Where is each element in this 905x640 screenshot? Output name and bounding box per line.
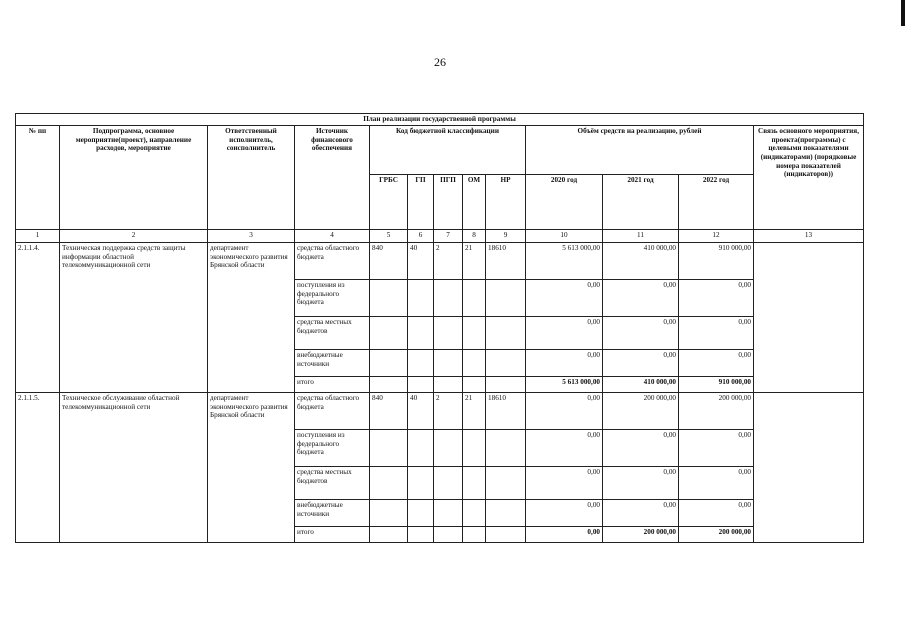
empty-cell [486,350,526,377]
row-number: 2.1.1.5. [16,393,60,543]
source-label: поступления из федерального бюджета [295,430,370,467]
header-budget-code: Код бюджетной классификации [370,126,526,175]
empty-cell [463,467,486,500]
empty-cell [486,430,526,467]
empty-cell [370,377,408,393]
total-2021: 410 000,00 [603,377,679,393]
header-source: Источник финансового обеспечения [295,126,370,230]
code-gp: 40 [408,243,434,280]
total-2022: 200 000,00 [679,527,754,543]
empty-cell [408,500,434,527]
col-number: 7 [434,230,463,243]
code-np: 18610 [486,393,526,430]
col-number: 6 [408,230,434,243]
empty-cell [408,377,434,393]
header-program: Подпрограмма, основное мероприятие(проект), направление расходов, мероприятие [60,126,208,230]
value-2022: 0,00 [679,500,754,527]
empty-cell [486,467,526,500]
empty-cell [463,500,486,527]
total-label: итого [295,377,370,393]
code-gp: 40 [408,393,434,430]
table-row [16,243,864,280]
empty-cell [463,317,486,350]
header-num: № пп [16,126,60,230]
empty-cell [434,317,463,350]
value-2020: 0,00 [526,467,603,500]
value-2021: 0,00 [603,350,679,377]
col-number: 8 [463,230,486,243]
empty-cell [434,280,463,317]
column-number-row [16,230,864,243]
value-2022: 0,00 [679,350,754,377]
total-2020: 0,00 [526,527,603,543]
source-label: средства местных бюджетов [295,467,370,500]
source-label: средства областного бюджета [295,243,370,280]
value-2022: 0,00 [679,467,754,500]
col-number: 4 [295,230,370,243]
header-2020: 2020 год [526,175,603,230]
header-volume: Объём средств на реализацию, рублей [526,126,754,175]
empty-cell [434,377,463,393]
col-number: 2 [60,230,208,243]
value-2020: 0,00 [526,393,603,430]
table-row [16,393,864,430]
empty-cell [408,280,434,317]
code-pgp: 2 [434,393,463,430]
empty-cell [486,527,526,543]
value-2022: 0,00 [679,430,754,467]
code-om: 21 [463,243,486,280]
empty-cell [486,280,526,317]
empty-cell [434,350,463,377]
empty-cell [408,467,434,500]
source-label: средства местных бюджетов [295,317,370,350]
header-pgp: ПГП [434,175,463,230]
empty-cell [463,350,486,377]
row-executor: департамент экономического развития Брянской области [208,243,295,393]
scan-edge-mark [901,0,905,26]
empty-cell [434,467,463,500]
link-cell [754,243,864,393]
source-label: средства областного бюджета [295,393,370,430]
source-label: внебюджетные источники [295,500,370,527]
source-label: поступления из федерального бюджета [295,280,370,317]
header-2022: 2022 год [679,175,754,230]
value-2022: 0,00 [679,280,754,317]
empty-cell [486,377,526,393]
empty-cell [370,527,408,543]
value-2021: 0,00 [603,430,679,467]
col-number: 11 [603,230,679,243]
header-2021: 2021 год [603,175,679,230]
row-number: 2.1.1.4. [16,243,60,393]
value-2020: 0,00 [526,350,603,377]
value-2021: 0,00 [603,467,679,500]
row-name: Техническое обслуживание областной телекоммуникационной сети [60,393,208,543]
value-2020: 0,00 [526,430,603,467]
row-executor: департамент экономического развития Брянской области [208,393,295,543]
header-np: НР [486,175,526,230]
code-pgp: 2 [434,243,463,280]
empty-cell [434,430,463,467]
total-label: итого [295,527,370,543]
value-2020: 5 613 000,00 [526,243,603,280]
col-number: 1 [16,230,60,243]
table-caption: План реализации государственной программы [16,114,864,126]
empty-cell [463,280,486,317]
empty-cell [370,430,408,467]
value-2022: 0,00 [679,317,754,350]
total-2022: 910 000,00 [679,377,754,393]
empty-cell [486,317,526,350]
empty-cell [408,317,434,350]
empty-cell [370,500,408,527]
empty-cell [408,350,434,377]
value-2022: 200 000,00 [679,393,754,430]
value-2021: 0,00 [603,500,679,527]
empty-cell [408,527,434,543]
empty-cell [463,377,486,393]
empty-cell [463,527,486,543]
empty-cell [463,430,486,467]
row-name: Техническая поддержка средств защиты информации областной телекоммуникационной сети [60,243,208,393]
plan-table [15,113,864,543]
total-2021: 200 000,00 [603,527,679,543]
header-om: ОМ [463,175,486,230]
col-number: 12 [679,230,754,243]
empty-cell [370,317,408,350]
total-2020: 5 613 000,00 [526,377,603,393]
empty-cell [370,467,408,500]
empty-cell [370,350,408,377]
header-executor: Ответственный исполнитель, соисполнитель [208,126,295,230]
code-grbs: 840 [370,393,408,430]
col-number: 9 [486,230,526,243]
col-number: 10 [526,230,603,243]
value-2020: 0,00 [526,500,603,527]
header-gp: ГП [408,175,434,230]
col-number: 3 [208,230,295,243]
value-2021: 0,00 [603,280,679,317]
value-2022: 910 000,00 [679,243,754,280]
code-grbs: 840 [370,243,408,280]
empty-cell [434,500,463,527]
value-2020: 0,00 [526,280,603,317]
link-cell [754,393,864,543]
page-number: 26 [434,55,446,69]
value-2020: 0,00 [526,317,603,350]
col-number: 5 [370,230,408,243]
code-np: 18610 [486,243,526,280]
code-om: 21 [463,393,486,430]
header-link: Связь основного мероприятия, проекта(программы) с целевыми показателями (индикаторами) (порядковые номера показателей (индикаторов)) [754,126,864,230]
value-2021: 0,00 [603,317,679,350]
value-2021: 410 000,00 [603,243,679,280]
empty-cell [434,527,463,543]
col-number: 13 [754,230,864,243]
empty-cell [486,500,526,527]
empty-cell [408,430,434,467]
empty-cell [370,280,408,317]
source-label: внебюджетные источники [295,350,370,377]
header-grbs: ГРБС [370,175,408,230]
value-2021: 200 000,00 [603,393,679,430]
